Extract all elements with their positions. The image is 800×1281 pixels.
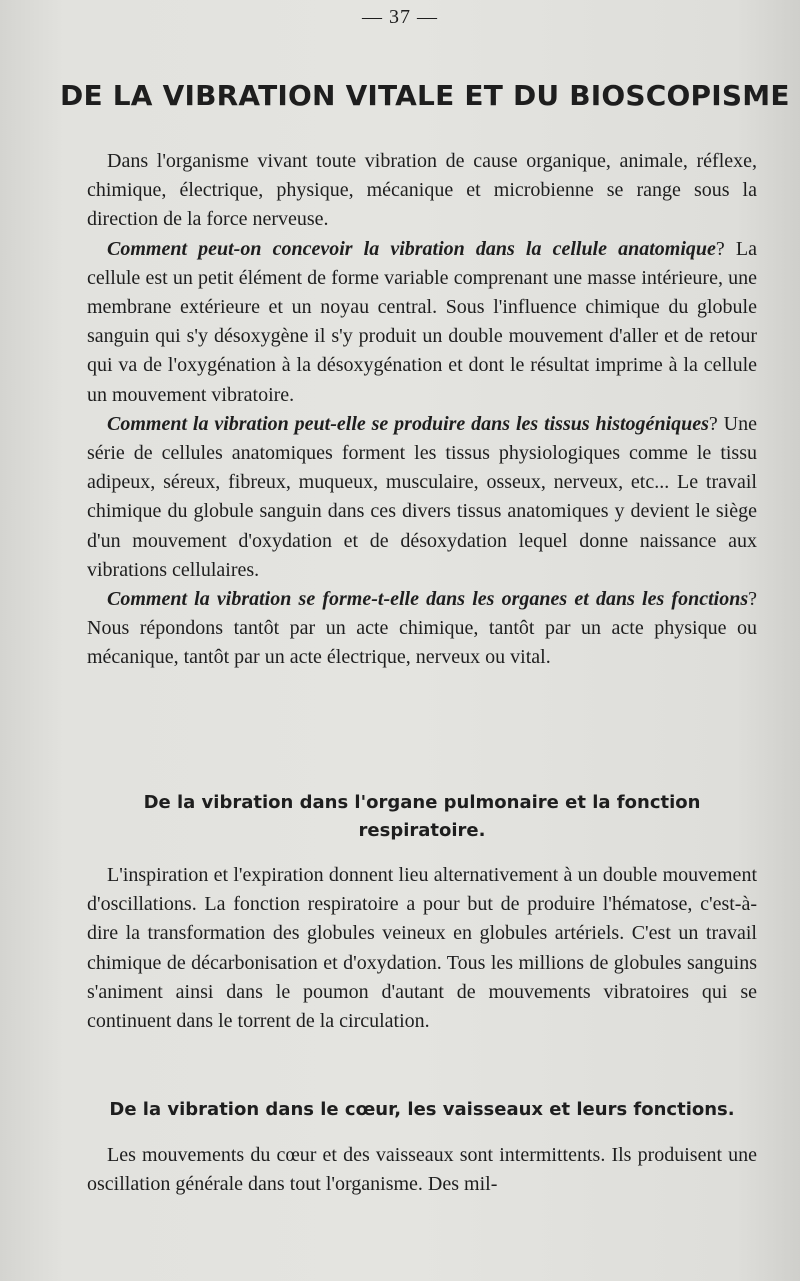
answer-text: ? La cellule est un petit élément de forme variable comprenant une masse intérieure, une membrane extérieure et un noyau central. Sous l'influence chimique du globule sanguin qui s'y désoxygène il s'y produit un double mouvement d'aller et de retour qui va de l'oxygénation à la désoxygénation et dont le résultat imprime à la cellule un mouvement vibratoire. bbox=[87, 237, 757, 406]
question-text: Comment la vibration se forme-t-elle dans les organes et dans les fonctions bbox=[107, 588, 749, 611]
question-text: Comment peut-on concevoir la vibration dans la cellule anatomique bbox=[107, 237, 716, 260]
respiration-section bbox=[87, 861, 757, 1036]
section-heading: De la vibration dans l'organe pulmonaire et la fonction respiratoire. bbox=[143, 792, 701, 841]
paragraph bbox=[87, 410, 757, 585]
answer-text: ? Nous répondons tantôt par un acte chimique, tantôt par un acte physique ou mécanique, tantôt par un acte électrique, nerveux ou vital. bbox=[87, 588, 757, 669]
intro-section bbox=[87, 147, 757, 673]
section-heading: De la vibration dans le cœur, les vaisseaux et leurs fonctions. bbox=[109, 1099, 735, 1120]
paragraph bbox=[87, 585, 757, 673]
page-title: DE LA VIBRATION VITALE ET DU BIOSCOPISME bbox=[60, 79, 790, 112]
question-text: Comment la vibration peut-elle se produire dans les tissus histogéniques bbox=[107, 412, 709, 435]
paragraph: Dans l'organisme vivant toute vibration de cause organique, animale, réflexe, chimique, électrique, physique, mécanique et microbienne se range sous la direction de la force nerveuse. bbox=[87, 150, 757, 231]
page-number: — 37 — bbox=[362, 6, 438, 28]
heart-section bbox=[87, 1141, 757, 1199]
paragraph: Les mouvements du cœur et des vaisseaux sont intermittents. Ils produisent une oscillation générale dans tout l'organisme. Des mil- bbox=[87, 1144, 757, 1196]
paragraph bbox=[87, 235, 757, 410]
paragraph: L'inspiration et l'expiration donnent lieu alternativement à un double mouvement d'oscillations. La fonction respiratoire a pour but de produire l'hématose, c'est-à-dire la transformation des globules veineux en globules artériels. C'est un travail chimique de décarbonisation et d'oxydation. Tous les millions de globules sanguins s'animent ainsi dans le poumon d'autant de mouvements vibratoires qui se continuent dans le torrent de la circulation. bbox=[87, 864, 757, 1033]
answer-text: ? Une série de cellules anatomiques forment les tissus physiologiques comme le tissu adipeux, séreux, fibreux, muqueux, musculaire, osseux, nerveux, etc... Le travail chimique du globule sanguin dans ces divers tissus anatomiques y devient le siège d'un mouvement d'oxydation et de désoxydation lequel donne naissance aux vibrations cellulaires. bbox=[87, 412, 757, 581]
